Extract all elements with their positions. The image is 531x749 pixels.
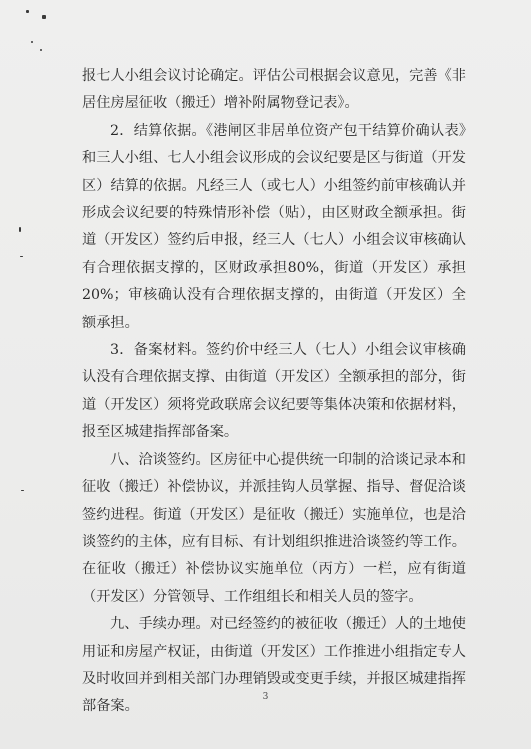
scan-speck [31, 41, 33, 43]
paragraph-continuation: 报七人小组会议讨论确定。评估公司根据会议意见，完善《非居住房屋征收（搬迁）增补附属物登记表》。 [82, 68, 466, 112]
page-number: 3 [262, 692, 269, 702]
scan-speck [26, 10, 29, 13]
scan-speck [40, 49, 42, 51]
scan-speck [20, 256, 23, 257]
paragraph-procedures: 九、手续办理。对已经签约的被征收（搬迁）人的土地使用证和房屋产权证，由街道（开发区）工作推进小组指定专人及时收回并到相关部门办理销毁或变更手续，并报区城建指挥部备案。 [82, 616, 466, 715]
paragraph-settlement-basis: 2．结算依据。《港闸区非居单位资产包干结算价确认表》和三人小组、七人小组会议形成的会议纪要是区与街道（开发区）结算的依据。凡经三人（或七人）小组签约前审核确认并形成会议纪要的特殊情形补偿（贴），由区财政全额承担。街道（开发区）签约后申报，经三人（七人）小组会议审核确认有合理依据支撑的，区财政承担80%，街道（开发区）承担20%；审核确认没有合理依据支撑的，由街道（开发区）全额承担。 [82, 122, 466, 331]
scan-speck [19, 227, 21, 232]
scan-speck [42, 15, 46, 19]
body-text [82, 63, 466, 721]
paragraph-filing-materials: 3．备案材料。签约价中经三人（七人）小组会议审核确认没有合理依据支撑、由街道（开发区）全额承担的部分，街道（开发区）须将党政联席会议纪要等集体决策和依据材料，报至区城建指挥部备案。 [82, 342, 466, 441]
scan-speck [21, 490, 24, 491]
paragraph-negotiation-signing: 八、洽谈签约。区房征中心提供统一印制的洽谈记录本和征收（搬迁）补偿协议，并派挂钩人员掌握、指导、督促洽谈签约进程。街道（开发区）是征收（搬迁）实施单位，也是洽谈签约的主体，应有目标、有计划组织推进洽谈签约等工作。在征收（搬迁）补偿协议实施单位（丙方）一栏，应有街道（开发区）分管领导、工作组组长和相关人员的签字。 [82, 451, 466, 605]
